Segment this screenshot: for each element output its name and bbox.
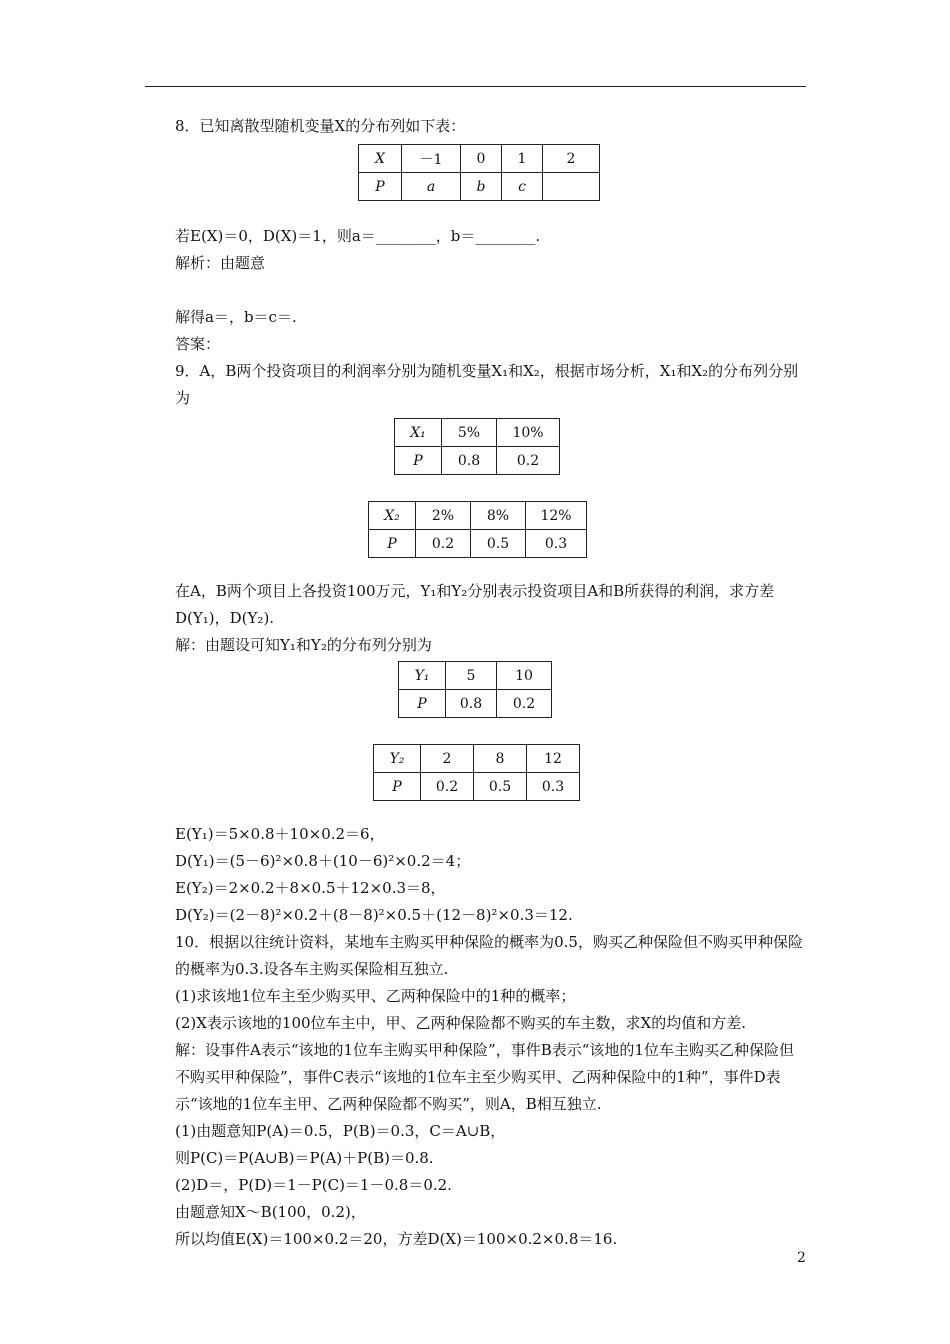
q10-part1: (1)求该地1位车主至少购买甲、乙两种保险中的1种的概率；: [175, 987, 576, 1005]
table-cell: Y₂: [374, 745, 421, 773]
table-cell: 0.8: [442, 447, 497, 475]
q10-solution: 解：设事件A表示“该地的1位车主购买甲种保险”，事件B表示“该地的1位车主购买乙种保险但不购买甲种保险”，事件C表示“该地的1位车主至少购买甲、乙两种保险中的1种”，事件D表示“该地的1位车主甲、乙两种保险都不购买”，则A，B相互独立.: [175, 1041, 794, 1113]
table-cell: 0.8: [446, 690, 497, 718]
table-row: [399, 690, 552, 718]
page-number: 2: [797, 1250, 806, 1266]
q8-solve: 解得a＝，b＝c＝.: [175, 308, 297, 326]
table-cell: c: [502, 173, 543, 201]
table-row: [369, 530, 587, 558]
q10-step1: (1)由题意知P(A)＝0.5，P(B)＝0.3，C＝A∪B，: [175, 1122, 506, 1140]
table-cell: 10: [497, 662, 552, 690]
table-cell: 0.3: [527, 773, 580, 801]
table-cell: 1: [502, 145, 543, 173]
q9-x1-table: [394, 418, 560, 475]
table-cell: Y₁: [399, 662, 446, 690]
table-row: [359, 145, 600, 173]
table-row: [369, 502, 587, 530]
table-cell: X: [359, 145, 402, 173]
table-row: [395, 419, 560, 447]
q8-answer: 答案：: [175, 335, 221, 353]
table-cell: P: [369, 530, 416, 558]
q10-stem: 10．根据以往统计资料，某地车主购买甲种保险的概率为0.5，购买乙种保险但不购买甲种保险的概率为0.3.设各车主购买保险相互独立.: [175, 933, 803, 978]
q9-solution-intro: 解：由题设可知Y₁和Y₂的分布列分别为: [175, 636, 432, 654]
table-cell: 0.5: [471, 530, 526, 558]
table-cell: P: [359, 173, 402, 201]
table-row: [359, 173, 600, 201]
table-cell: 2: [543, 145, 600, 173]
table-cell: 0.5: [474, 773, 527, 801]
table-row: [395, 447, 560, 475]
table-cell: 2: [421, 745, 474, 773]
table-cell: 10%: [497, 419, 560, 447]
q9-stem: 9．A，B两个投资项目的利润率分别为随机变量X₁和X₂，根据市场分析，X₁和X₂的分布列分别为: [175, 362, 799, 407]
table-cell: 0.2: [416, 530, 471, 558]
q10-step3: (2)D＝，P(D)＝1－P(C)＝1－0.8＝0.2.: [175, 1176, 452, 1194]
table-row: [399, 662, 552, 690]
table-cell: －1: [402, 145, 461, 173]
q10-step4: 由题意知X～B(100，0.2)，: [175, 1203, 366, 1221]
table-cell: X₂: [369, 502, 416, 530]
q9-eq-ey2: E(Y₂)＝2×0.2＋8×0.5＋12×0.3＝8，: [175, 879, 446, 897]
table-cell: 0.2: [497, 690, 552, 718]
q8-stem: 8．已知离散型随机变量X的分布列如下表：: [175, 117, 466, 135]
table-cell: P: [399, 690, 446, 718]
q9-eq-ey1: E(Y₁)＝5×0.8＋10×0.2＝6，: [175, 825, 385, 843]
q10-part2: (2)X表示该地的100位车主中，甲、乙两种保险都不购买的车主数，求X的均值和方差.: [175, 1014, 747, 1032]
q8-distribution-table: [358, 144, 600, 201]
table-cell: X₁: [395, 419, 442, 447]
table-cell: 5%: [442, 419, 497, 447]
table-cell: 5: [446, 662, 497, 690]
table-cell: P: [374, 773, 421, 801]
table-cell: 0.2: [497, 447, 560, 475]
q8-analysis: 解析：由题意: [175, 254, 266, 272]
q8-condition: 若E(X)＝0，D(X)＝1，则a＝________，b＝________.: [175, 227, 541, 245]
table-cell: 0.3: [526, 530, 587, 558]
q9-x2-table: [368, 501, 587, 558]
header-rule: [145, 86, 806, 87]
q9-eq-dy1: D(Y₁)＝(5－6)²×0.8＋(10－6)²×0.2＝4；: [175, 852, 471, 870]
document-body: [145, 113, 806, 1253]
q9-eq-dy2: D(Y₂)＝(2－8)²×0.2＋(8－8)²×0.5＋(12－8)²×0.3＝12.: [175, 906, 573, 924]
q10-step2: 则P(C)＝P(A∪B)＝P(A)＋P(B)＝0.8.: [175, 1149, 434, 1167]
table-cell: P: [395, 447, 442, 475]
table-cell: 8%: [471, 502, 526, 530]
table-cell: a: [402, 173, 461, 201]
table-cell: 2%: [416, 502, 471, 530]
table-cell: 12%: [526, 502, 587, 530]
table-cell: 0.2: [421, 773, 474, 801]
q9-ask: 在A，B两个项目上各投资100万元，Y₁和Y₂分别表示投资项目A和B所获得的利润，求方差D(Y₁)，D(Y₂).: [175, 582, 775, 627]
table-cell: 12: [527, 745, 580, 773]
table-cell: [543, 173, 600, 201]
table-cell: 0: [461, 145, 502, 173]
table-cell: 8: [474, 745, 527, 773]
q9-y1-table: [398, 661, 552, 718]
table-cell: b: [461, 173, 502, 201]
table-row: [374, 745, 580, 773]
q9-y2-table: [373, 744, 580, 801]
q10-step5: 所以均值E(X)＝100×0.2＝20，方差D(X)＝100×0.2×0.8＝16.: [175, 1230, 618, 1248]
table-row: [374, 773, 580, 801]
